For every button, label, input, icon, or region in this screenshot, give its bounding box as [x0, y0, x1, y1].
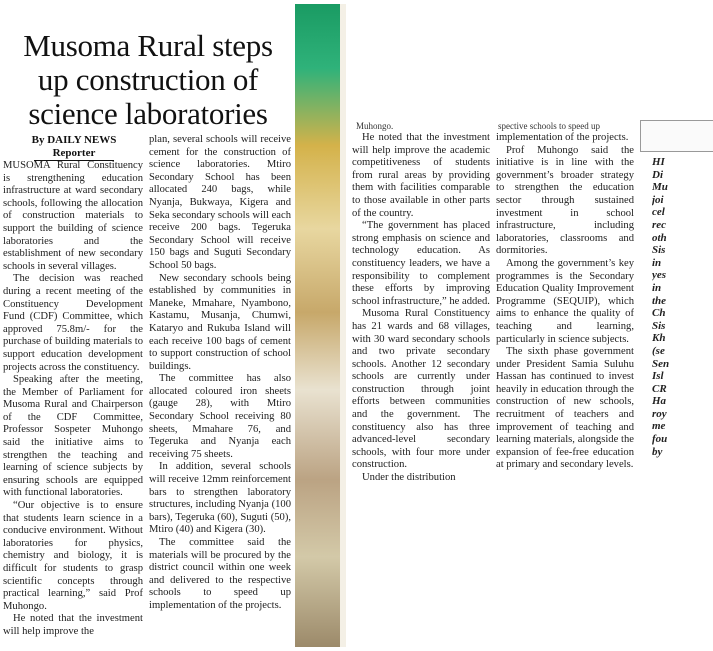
paragraph: The decision was reached during a recent meeting of the Constituency Development Fund (CDF) Committee, which approved 75.8m/- for the purchase of building materials to support education development projects across the constituency. — [3, 273, 143, 373]
article-column-1 — [3, 160, 143, 651]
article-column-4 — [496, 132, 634, 532]
sidebar-line: (se — [652, 344, 665, 357]
sidebar-line: HI — [652, 156, 665, 168]
sidebar-line: by — [652, 445, 663, 458]
paragraph: Speaking after the meeting, the Member of Parliament for Musoma Rural and Chairperson of the CDF Committee, Professor Sospeter Muhongo said the initiative aims to strengthen the teaching and learning of science subjects by ensuring schools are equipped with functional laboratories. — [3, 374, 143, 499]
paragraph: He noted that the investment will help improve the academic competitiveness of students from rural areas by providing them with facilities comparable to those available in other parts of the country. — [352, 132, 490, 219]
paragraph: Musoma Rural Constituency has 21 wards and 68 villages, with 30 ward secondary schools and two private secondary schools. Another 12 secondary schools are currently under construction through joint efforts between communities and the government. The constituency also has three advanced-level secondary schools, with four more under construction. — [352, 308, 490, 471]
paragraph: “Our objective is to ensure that students learn science in a conducive environment. Without laboratories for physics, chemistry and biology, it is difficult for students to grasp scientific concepts through practical learning,” said Prof Muhongo. — [3, 500, 143, 612]
sidebar-line: Ch — [652, 307, 666, 320]
sidebar-line: yes — [652, 269, 667, 282]
sidebar-line: CR — [652, 382, 667, 395]
paragraph: Among the government’s key programmes is the Secondary Education Quality Improvement Programme (SEQUIP), which aims to enhance the quality of teaching and learning, particularly in science subjects. — [496, 257, 634, 345]
sidebar-line: in — [652, 281, 662, 294]
sidebar-line: Di — [652, 168, 663, 181]
paragraph: The sixth phase government under President Samia Suluhu Hassan has continued to invest heavily in education through the construction of new schools, recruitment of teachers and improvement of teaching and learning materials, alongside the expansion of fee-free education at primary and secondary levels. — [496, 346, 634, 471]
sidebar-line: joi — [652, 193, 664, 206]
headline-line: Musoma Rural steps — [23, 27, 273, 63]
paragraph: He noted that the investment will help improve the — [3, 613, 143, 637]
sidebar-line: Sen — [652, 357, 670, 370]
paragraph: “The government has placed strong emphasis on science and technology education. As constituency leaders, we have a responsibility to complement these efforts by improving school infrastructure,” he added. — [352, 220, 490, 307]
cropped-text-line: Muhongo. — [356, 121, 394, 131]
sidebar-line: Sis — [652, 319, 666, 332]
byline-source: By DAILY NEWS — [31, 134, 117, 146]
sidebar-line: rec — [652, 218, 667, 231]
adjacent-article-box — [640, 120, 713, 152]
paragraph: In addition, several schools will receive 12mm reinforcement bars to strengthen laboratory structures, including Nyanja (100 bars), Tegeruka (60), Suguti (50), Mtiro (40) and Kigera (30). — [149, 461, 291, 536]
paragraph: plan, several schools will receive cement for the construction of science laboratories. Mtiro Secondary School has been allocated 240 bags, while Nyanja, Bukwaya, Kigera and Seka secondary schools will each receive 200 bags. Tegeruka Secondary School will receive 150 bags and Suguti Secondary School 50 bags. — [149, 134, 291, 271]
sidebar-line: roy — [652, 407, 667, 420]
paragraph: The committee has also allocated coloured iron sheets (gauge 28), with Mtiro Secondary School receiving 80 sheets, Mmahare 76, and Tegeruka and Nyanja each receiving 75 sheets. — [149, 373, 291, 460]
paragraph: The committee said the materials will be procured by the district council within one week and delivered to the respective schools to speed up implementation of the projects. — [149, 537, 291, 611]
paragraph: Prof Muhongo said the initiative is in line with the government’s broader strategy to strengthen the education sector through sustained investment in school infrastructure, including laboratories, classrooms and dormitories. — [496, 144, 634, 257]
sidebar-line: in — [652, 256, 662, 269]
photo-border — [340, 4, 346, 647]
article-photo — [295, 4, 345, 647]
sidebar-line: Sis — [652, 244, 666, 257]
paragraph: New secondary schools being established by communities in Maneke, Mmahare, Nyambono, Kastamu, Musanja, Chumwi, Kataryo and Rukuba Island will each receive 100 bags of cement to support construction of school buildings. — [149, 272, 291, 372]
sidebar-line: oth — [652, 231, 667, 244]
headline-line: science laboratories — [28, 95, 268, 131]
sidebar-line: cel — [652, 206, 665, 219]
sidebar-line: me — [652, 420, 666, 433]
sidebar-line: Mu — [652, 181, 668, 194]
byline-role: Reporter — [34, 147, 114, 161]
paragraph: Under the distribution — [362, 472, 456, 484]
adjacent-article-text — [652, 156, 713, 458]
article-headline — [4, 29, 292, 131]
article-column-2 — [149, 134, 291, 651]
paragraph: MUSOMA Rural Constituency is strengthening education infrastructure at ward secondary schools, following the allocation of construction materials to support the building of science laboratories and the establishment of new secondary schools in several villages. — [3, 160, 143, 272]
article-column-3 — [352, 132, 490, 532]
sidebar-line: Isl — [652, 370, 664, 383]
paragraph: implementation of the projects. — [496, 132, 629, 143]
headline-line: up construction of — [37, 61, 259, 97]
sidebar-line: fou — [652, 433, 668, 446]
sidebar-line: Kh — [652, 332, 666, 345]
sidebar-line: Ha — [652, 395, 667, 408]
byline — [8, 134, 140, 161]
cropped-text-line: spective schools to speed up — [498, 121, 600, 131]
sidebar-line: the — [652, 294, 667, 307]
